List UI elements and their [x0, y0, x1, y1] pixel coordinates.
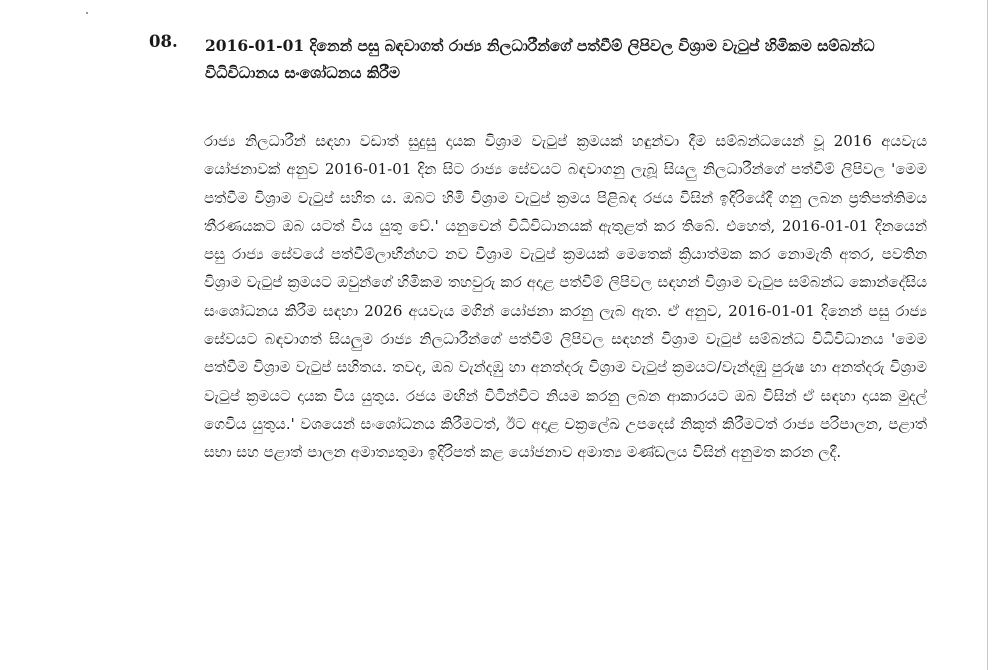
- item-title: 2016-01-01 දිනෙන් පසු බඳවාගත් රාජ්‍ය නිලධාරීන්ගේ පත්වීම් ලිපිවල විශ්‍රාම වැටුප් හිමිකම සම්බන්ධ විධිවිධානය සංශෝධනය කිරීම: [205, 36, 875, 82]
- scan-speck: [86, 12, 88, 14]
- body-paragraph: රාජ්‍ය නිලධාරීන් සඳහා වඩාත් සුදුසු දායක විශ්‍රාම වැටුප් ක්‍රමයක් හඳුන්වා දීම සම්බන්ධයෙන් වූ 2016 අයවැය යෝජනාවක් අනුව 2016-01-01 දින සිට රාජ්‍ය සේවයට බඳවාගනු ලැබූ සියලු නිලධාරීන්ගේ පත්වීම් ලිපිවල 'මෙම පත්වීම විශ්‍රාම වැටුප් සහිත ය. ඔබට හිමි විශ්‍රාම වැටුප් ක්‍රමය පිළිබඳ රජය විසින් ඉදිරියේදී ගනු ලබන ප්‍රතිපත්තිමය තීරණයකට ඔබ යටත් විය යුතු වේ.' යනුවෙන් විධිවිධානයක් ඇතුළත් කර තිබේ. එහෙත්, 2016-01-01 දිනයෙන් පසු රාජ්‍ය සේවයේ පත්වීම්ලාභීන්හට නව විශ්‍රාම වැටුප් ක්‍රමයක් මෙතෙක් ක්‍රියාත්මක කර නොමැති අතර, පවතින විශ්‍රාම වැටුප් ක්‍රමයට ඔවුන්ගේ හිමිකම තහවුරු කර අදාළ පත්වීම් ලිපිවල සඳහන් විශ්‍රාම වැටුප සම්බන්ධ කොන්දේසිය සංශෝධනය කිරීම සඳහා 2026 අයවැය මගින් යෝජනා කරනු ලැබ ඇත. ඒ අනුව, 2016-01-01 දිනෙන් පසු රාජ්‍ය සේවයට බඳවාගත් සියලුම රාජ්‍ය නිලධාරීන්ගේ පත්වීම් ලිපිවල සඳහන් විශ්‍රාම වැටුප් සම්බන්ධ විධිවිධානය 'මෙම පත්වීම විශ්‍රාම වැටුප් සහිතය. තවද, ඔබ වැන්දඹු හා අනත්දරු විශ්‍රාම වැටුප් ක්‍රමයට/වැන්දඹු පුරුෂ හා අනත්දරු විශ්‍රාම වැටුප් ක්‍රමයට දායක විය යුතුය. රජය මඟින් විටින්විට නියම කරනු ලබන ආකාරයට ඔබ විසින් ඒ සඳහා දායක මුදල් ගෙවිය යුතුය.' වශයෙන් සංශෝධනය කිරීමටත්, ඊට අදාළ චක්‍රලේඛ උපදෙස් නිකුත් කිරීමටත් රාජ්‍ය පරිපාලන, පළාත් සභා සහ පළාත් පාලන අමාත්‍යතුමා ඉදිරිපත් කළ යෝජනාව අමාත්‍ය මණ්ඩලය විසින් අනුමත කරන ලදී.: [204, 132, 927, 462]
- item-number: 08.: [149, 32, 178, 51]
